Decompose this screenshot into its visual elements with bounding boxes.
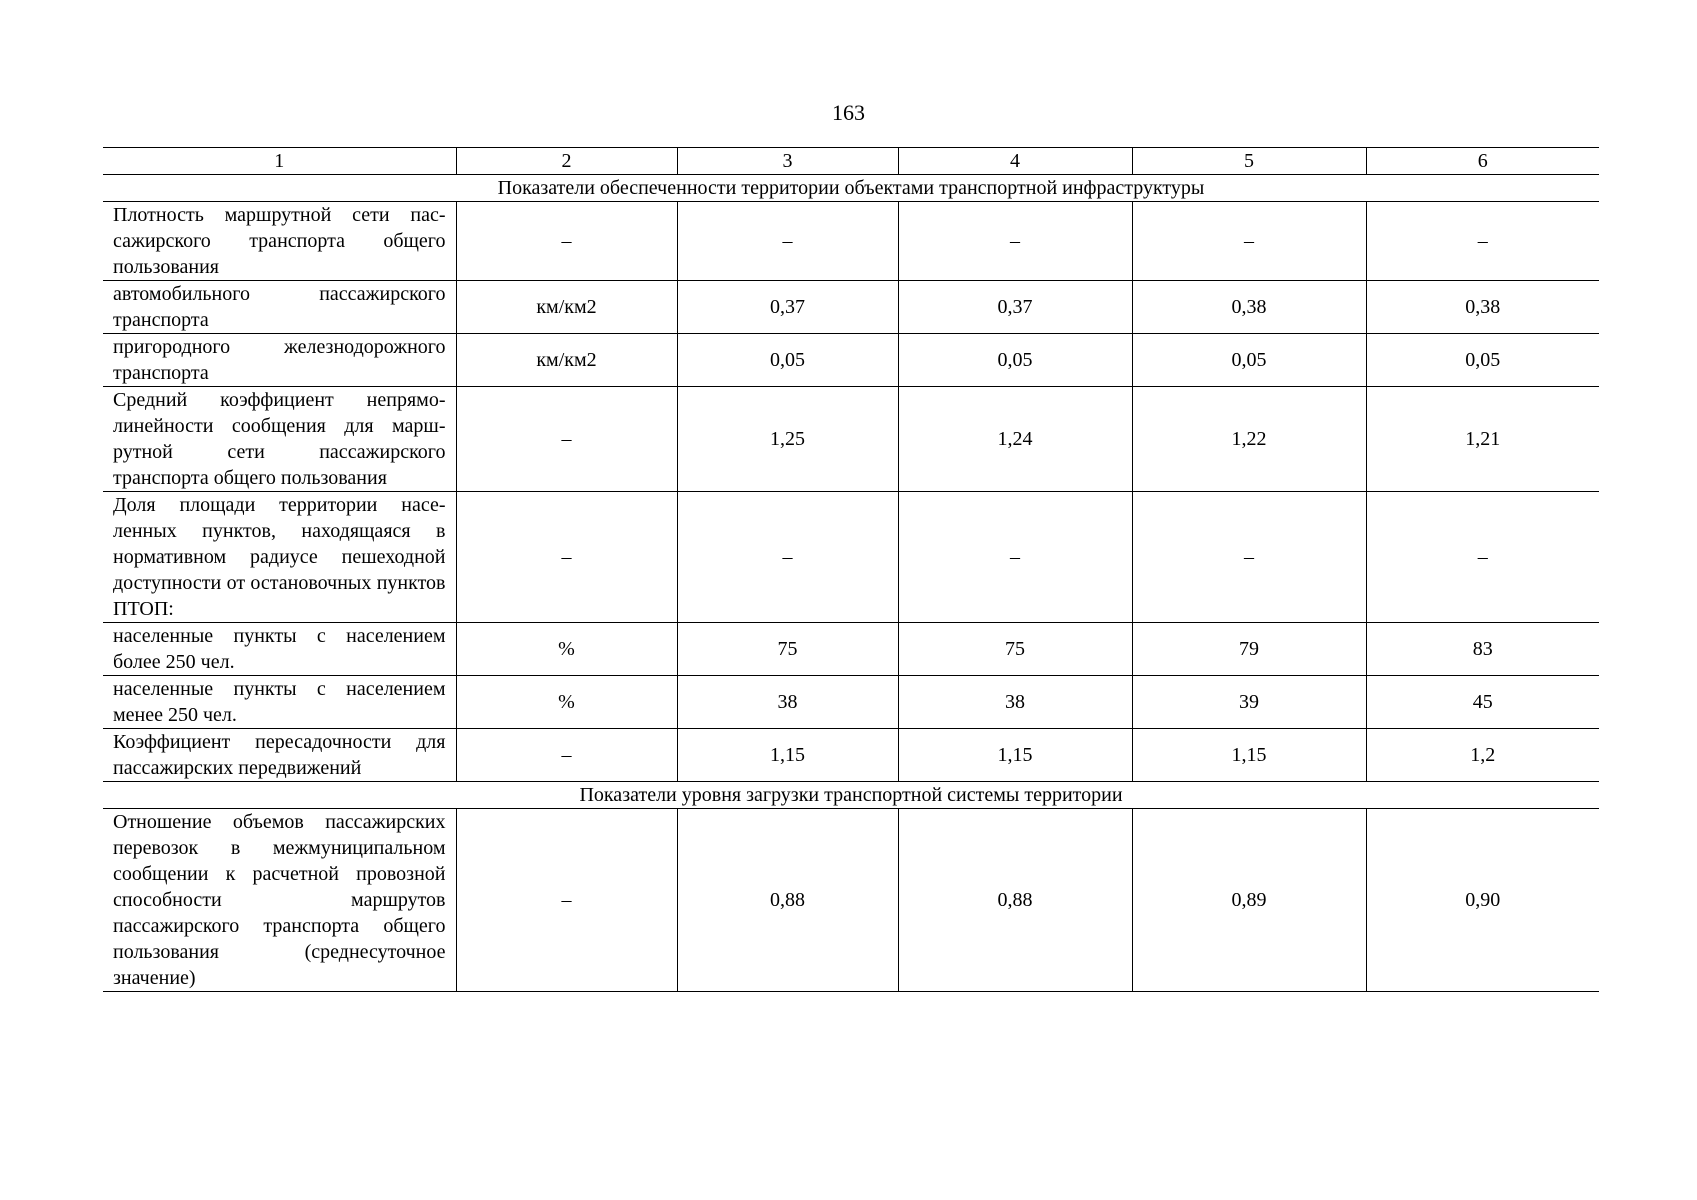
indicator-label: Коэффициент пересадочности для пассажирских передвижений [103, 729, 456, 782]
column-number: 6 [1366, 148, 1599, 175]
value-cell: 38 [898, 676, 1132, 729]
unit-cell: – [456, 729, 677, 782]
value-cell: 45 [1366, 676, 1599, 729]
table-row [103, 492, 1599, 623]
section-title: Показатели обеспеченности территории объектами транспортной инфраструктуры [103, 175, 1599, 202]
table-row [103, 729, 1599, 782]
indicator-label: Доля площади территории населенных пунктов, находящаяся в нормативном радиусе пешеходной доступности от остановочных пунктов ПТОП: [103, 492, 456, 623]
unit-cell: – [456, 202, 677, 281]
table-row [103, 202, 1599, 281]
value-cell: 79 [1132, 623, 1366, 676]
value-cell: – [677, 492, 898, 623]
table-row [103, 676, 1599, 729]
indicator-label: населенные пункты с населением менее 250 чел. [103, 676, 456, 729]
unit-cell: – [456, 492, 677, 623]
value-cell: 0,05 [1132, 334, 1366, 387]
value-cell: 0,89 [1132, 809, 1366, 992]
section-header-row [103, 175, 1599, 202]
indicator-label: автомобильного пассажирского транспорта [103, 281, 456, 334]
table-row [103, 809, 1599, 992]
table-row [103, 623, 1599, 676]
value-cell: 1,24 [898, 387, 1132, 492]
unit-cell: – [456, 387, 677, 492]
value-cell: – [1132, 492, 1366, 623]
value-cell: 1,15 [677, 729, 898, 782]
value-cell: 0,05 [898, 334, 1132, 387]
value-cell: – [1132, 202, 1366, 281]
value-cell: 0,37 [677, 281, 898, 334]
value-cell: – [898, 202, 1132, 281]
table-row [103, 281, 1599, 334]
value-cell: 0,37 [898, 281, 1132, 334]
value-cell: – [677, 202, 898, 281]
section-title: Показатели уровня загрузки транспортной системы территории [103, 782, 1599, 809]
table-row [103, 387, 1599, 492]
column-number: 4 [898, 148, 1132, 175]
unit-cell: км/км2 [456, 281, 677, 334]
value-cell: 0,05 [677, 334, 898, 387]
indicator-label: пригородного железнодорожного транспорта [103, 334, 456, 387]
column-number: 1 [103, 148, 456, 175]
indicator-label: Средний коэффициент непрямолинейности сообщения для маршрутной сети пассажирского транспорта общего пользования [103, 387, 456, 492]
value-cell: 39 [1132, 676, 1366, 729]
unit-cell: % [456, 623, 677, 676]
value-cell: – [1366, 492, 1599, 623]
value-cell: 0,38 [1366, 281, 1599, 334]
section-header-row [103, 782, 1599, 809]
value-cell: 0,05 [1366, 334, 1599, 387]
column-number: 5 [1132, 148, 1366, 175]
value-cell: 0,88 [677, 809, 898, 992]
value-cell: 0,88 [898, 809, 1132, 992]
unit-cell: км/км2 [456, 334, 677, 387]
indicator-label: населенные пункты с населением более 250 чел. [103, 623, 456, 676]
indicators-table [103, 147, 1599, 992]
value-cell: 1,21 [1366, 387, 1599, 492]
value-cell: – [1366, 202, 1599, 281]
value-cell: – [898, 492, 1132, 623]
value-cell: 1,15 [1132, 729, 1366, 782]
value-cell: 75 [898, 623, 1132, 676]
column-number-row [103, 148, 1599, 175]
value-cell: 83 [1366, 623, 1599, 676]
unit-cell: – [456, 809, 677, 992]
value-cell: 1,15 [898, 729, 1132, 782]
value-cell: 0,38 [1132, 281, 1366, 334]
value-cell: 1,25 [677, 387, 898, 492]
table-row [103, 334, 1599, 387]
value-cell: 38 [677, 676, 898, 729]
value-cell: 0,90 [1366, 809, 1599, 992]
value-cell: 1,22 [1132, 387, 1366, 492]
indicator-label: Отношение объемов пассажирских перевозок в межмуниципальном сообщении к расчетной провозной способности маршрутов пассажирского транспорта общего пользования (среднесуточное значение) [103, 809, 456, 992]
column-number: 2 [456, 148, 677, 175]
indicator-label: Плотность маршрутной сети пассажирского транспорта общего пользования [103, 202, 456, 281]
page-number: 163 [832, 100, 865, 125]
column-number: 3 [677, 148, 898, 175]
unit-cell: % [456, 676, 677, 729]
value-cell: 75 [677, 623, 898, 676]
value-cell: 1,2 [1366, 729, 1599, 782]
